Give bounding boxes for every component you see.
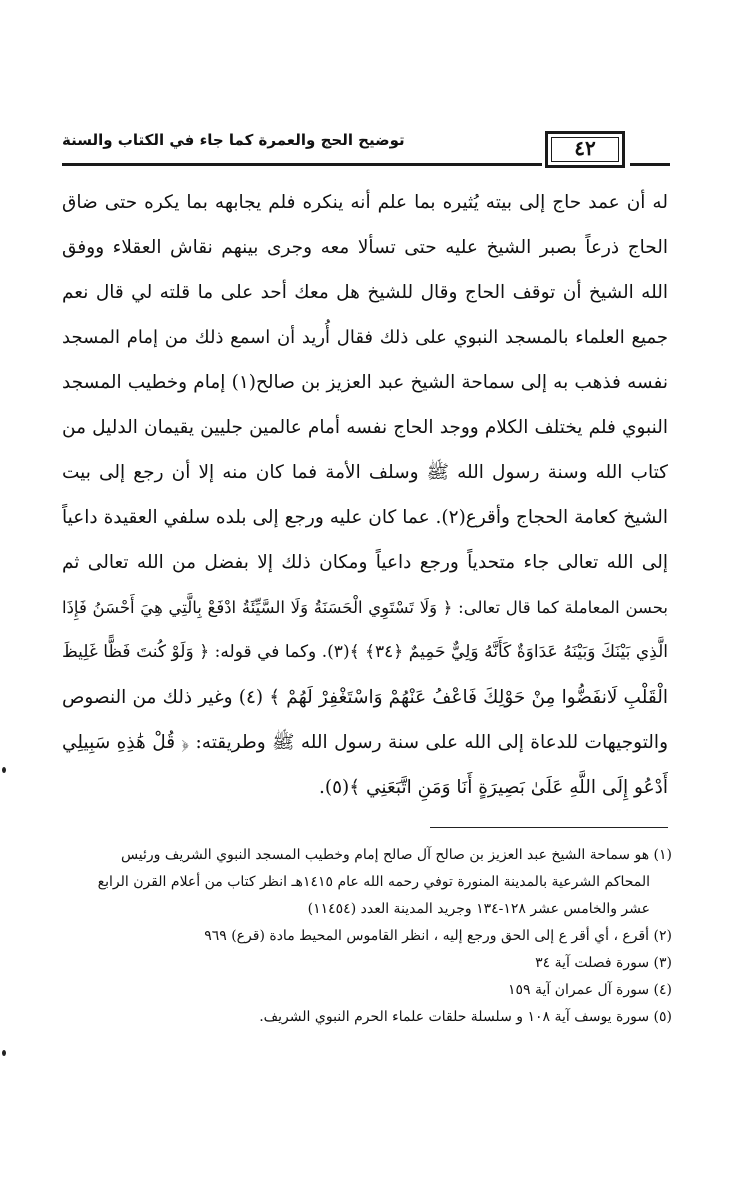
footnote-1-continued: عشر والخامس عشر ١٢٨-١٣٤ وجريد المدينة العدد (١١٤٥٤) xyxy=(307,901,650,917)
text-line: إلى الله تعالى جاء متحدياً ورجع داعياً ومكان ذلك إلا بفضل من الله تعالى ثم xyxy=(62,552,668,573)
text-line: الحاج ذرعاً بصبر الشيخ عليه حتى تسألا معه وجرى بينهم نقاش العقلاء ووفق xyxy=(62,237,668,258)
text-line: النبوي فلم يختلف الكلام ووجد الحاج نفسه أمام عالمين جليين يقيمان الدليل من xyxy=(62,417,668,438)
footnote-1-continued: المحاكم الشرعية بالمدينة المنورة توفي رحمه الله عام ١٤١٥هـ انظر كتاب من أعلام القرن الرابع xyxy=(97,874,650,890)
footnotes xyxy=(62,842,672,1031)
footnote-separator xyxy=(430,827,668,828)
page-number-box xyxy=(545,131,625,168)
footnote-5: (٥) سورة يوسف آية ١٠٨ و سلسلة حلقات علماء الحرم النبوي الشريف. xyxy=(259,1009,672,1025)
text-line-quran: بحسن المعاملة كما قال تعالى: ﴿ وَلَا تَسْتَوِي الْحَسَنَةُ وَلَا السَّيِّئَةُ ادْفَعْ بِالَّتِي هِيَ أَحْسَنُ فَإِذَا xyxy=(62,598,668,617)
text-line-quran: الْقَلْبِ لَانفَضُّوا مِنْ حَوْلِكَ فَاعْفُ عَنْهُمْ وَاسْتَغْفِرْ لَهُمْ ﴾ (٤) وغير ذلك من النصوص xyxy=(62,687,668,708)
text-line: الشيخ كعامة الحجاج وأقرع(٢). عما كان عليه ورجع إلى بلده سلفي العقيدة داعياً xyxy=(62,507,668,528)
text-line: نفسه فذهب به إلى سماحة الشيخ عبد العزيز بن صالح(١) إمام وخطيب المسجد xyxy=(62,372,668,393)
header-rule-left xyxy=(62,163,542,166)
footnote-2: (٢) أقرع ، أي أقر ع إلى الحق ورجع إليه ، انظر القاموس المحيط مادة (قرع) ٩٦٩ xyxy=(204,928,672,944)
footnote-1: (١) هو سماحة الشيخ عبد العزيز بن صالح آل صالح إمام وخطيب المسجد النبوي الشريف ورئيس xyxy=(120,847,672,863)
footnote-3: (٣) سورة فصلت آية ٣٤ xyxy=(535,955,672,971)
main-text xyxy=(62,180,668,810)
text-line-quran: الَّذِي بَيْنَكَ وَبَيْنَهُ عَدَاوَةٌ كَأَنَّهُ وَلِيٌّ حَمِيمٌ ﴿٣٤﴾ ﴾(٣). وكما في قوله: ﴿ وَلَوْ كُنتَ فَظًّا غَلِيظَ xyxy=(62,642,668,662)
text-line: كتاب الله وسنة رسول الله ﷺ وسلف الأمة فما كان منه إلا أن رجع إلى بيت xyxy=(62,462,668,483)
scan-speck xyxy=(2,767,6,773)
text-line: له أن عمد حاج إلى بيته يُثيره بما علم أنه ينكره فلم يجابهه بما يكره حتى ضاق xyxy=(62,192,668,213)
header-rule-right xyxy=(630,163,670,166)
footnote-4: (٤) سورة آل عمران آية ١٥٩ xyxy=(507,982,672,998)
text-line: جميع العلماء بالمسجد النبوي على ذلك فقال أُريد أن اسمع ذلك من إمام المسجد xyxy=(62,327,668,348)
text-line-quran: والتوجيهات للدعاة إلى الله على سنة رسول الله ﷺ وطريقته: ﴿ قُلْ هَٰذِهِ سَبِيلِي xyxy=(62,732,668,753)
scan-speck xyxy=(2,1050,6,1056)
text-line: الله الشيخ أن توقف الحاج وقال للشيخ هل معك أحد على ما قلته لي قال نعم xyxy=(62,282,668,303)
running-header-title: توضيح الحج والعمرة كما جاء في الكتاب والسنة xyxy=(62,131,405,149)
page-number: ٤٢ xyxy=(574,136,596,160)
text-line-quran: أَدْعُو إِلَى اللَّهِ عَلَىٰ بَصِيرَةٍ أَنَا وَمَنِ اتَّبَعَنِي ﴾(٥). xyxy=(318,777,668,798)
